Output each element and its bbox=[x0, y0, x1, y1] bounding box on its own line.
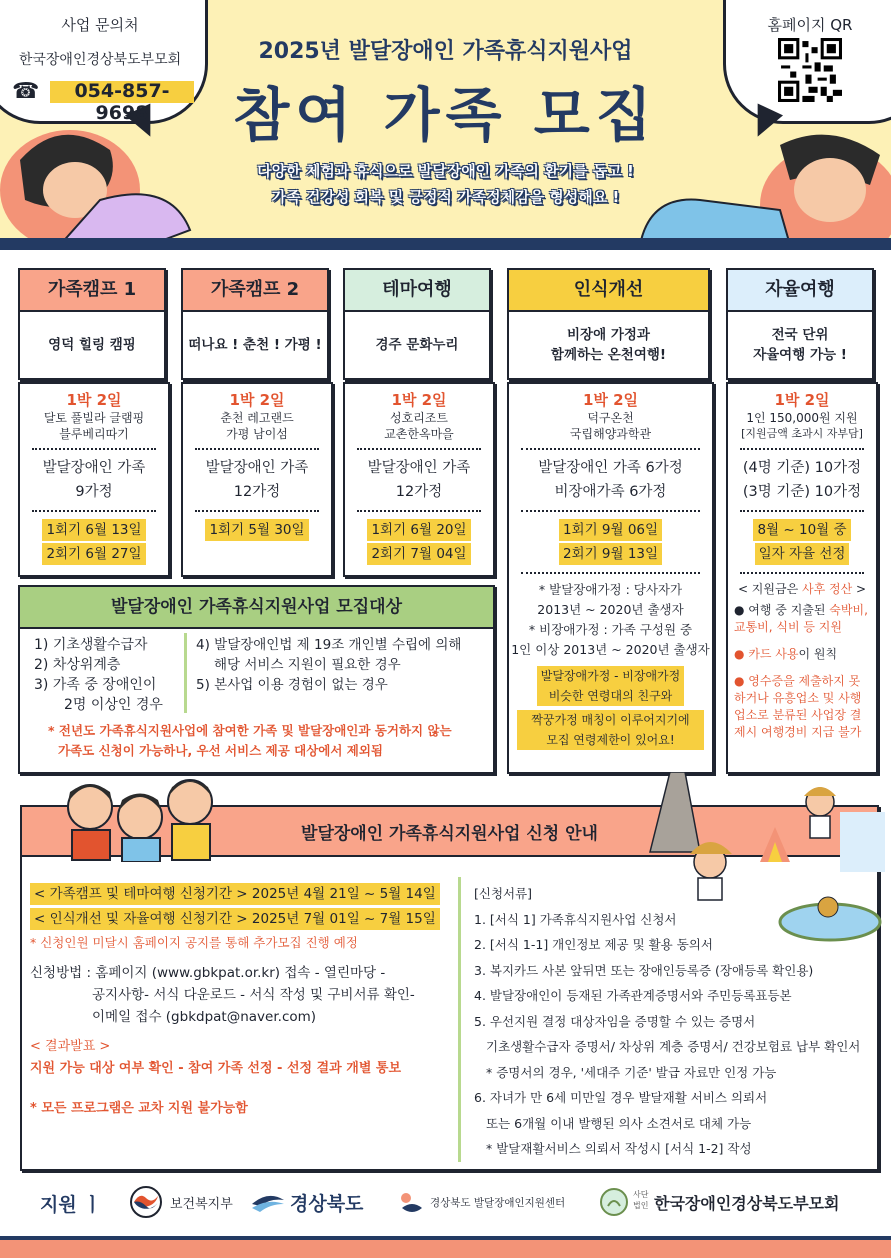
duration: 1박 2일 bbox=[582, 391, 639, 409]
phone-box bbox=[12, 79, 192, 124]
program-subtitle: 떠나요 ! 춘천 ! 가평 ! bbox=[181, 312, 329, 380]
date-2: 2회기 7월 04일 bbox=[367, 543, 470, 565]
target-item: 2명 이상인 경우 bbox=[64, 697, 163, 713]
doc-item: 5. 우선지원 결정 대상자임을 증명할 수 있는 증명서 bbox=[474, 1013, 756, 1029]
bullet-1: ● 여행 중 지출된 숙박비, 교통비, 식비 등 지원 bbox=[734, 603, 868, 634]
target-item: 4) 발달장애인법 제 19조 개인별 수립에 의해 bbox=[196, 637, 462, 653]
contact-title: 사업 문의처 bbox=[61, 16, 139, 34]
target-item: 해당 서비스 지원이 필요한 경우 bbox=[214, 657, 401, 673]
bullet-3: ● 영수증을 제출하지 못하거나 유흥업소 및 사행업소로 분류된 사업장 결제시 여행경비 지급 불가 bbox=[734, 674, 862, 739]
result-title: < 결과발표 > bbox=[30, 1039, 111, 1054]
place-2: 가평 남이섬 bbox=[226, 427, 288, 441]
target-divider bbox=[184, 633, 187, 713]
target-1: 발달장애인 가족 6가정 bbox=[538, 460, 683, 476]
place-1: 달토 풀빌라 글램핑 bbox=[43, 411, 145, 425]
center-logo-icon bbox=[398, 1188, 426, 1216]
matching-box-2-line-1: 짝꿍가정 매칭이 이루어지기에 bbox=[531, 713, 690, 727]
date-1: 1회기 6월 13일 bbox=[42, 519, 145, 541]
bullet-2-red: 카드 사용 bbox=[748, 647, 799, 661]
gyeongbuk-logo-icon bbox=[250, 1190, 286, 1214]
place-1: 덕구온천 bbox=[587, 411, 634, 425]
target-note bbox=[48, 721, 488, 761]
target-item: 2) 차상위계층 bbox=[34, 657, 121, 673]
bullet-1-pre: 여행 중 지출된 bbox=[748, 603, 830, 617]
kids-illustration bbox=[60, 772, 220, 862]
header-stripe bbox=[0, 238, 891, 250]
program-title: 가족캠프 1 bbox=[18, 268, 166, 312]
divider bbox=[357, 448, 481, 450]
divider bbox=[521, 572, 700, 574]
target-note-line-2: 가족도 신청이 가능하나, 우선 서비스 제공 대상에서 제외됨 bbox=[58, 743, 384, 758]
bullet-2-post: 이 원칙 bbox=[798, 647, 838, 661]
duration: 1박 2일 bbox=[229, 391, 285, 409]
date-2: 2회기 9월 13일 bbox=[559, 543, 662, 565]
divider bbox=[195, 448, 319, 450]
org-parents-tag-2: 법인 bbox=[633, 1201, 649, 1210]
date-1: 1회기 5월 30일 bbox=[205, 519, 308, 541]
matching-box-1-line-2: 비슷한 연령대의 친구와 bbox=[548, 689, 673, 703]
qr-title: 홈페이지 QR bbox=[767, 16, 853, 34]
place-1: 춘천 레고랜드 bbox=[220, 411, 294, 425]
apply-title: 발달장애인 가족휴식지원사업 신청 안내 bbox=[301, 824, 598, 844]
support-label: 지원 ㅣ bbox=[40, 1194, 102, 1216]
matching-box-1-line-1: 발달장애가정 - 비장애가정 bbox=[540, 669, 681, 683]
slogan-line-1: 다양한 체험과 휴식으로 발달장애인 가족의 환기를 돕고 ! bbox=[257, 162, 634, 180]
phone-number[interactable]: 054-857-9698 bbox=[74, 80, 170, 124]
divider bbox=[740, 510, 864, 512]
place-2: 블루베리따기 bbox=[59, 427, 129, 441]
settlement-post: > bbox=[852, 582, 867, 596]
date-1: 1회기 6월 20일 bbox=[367, 519, 470, 541]
org-center-name: 경상북도 발달장애인지원센터 bbox=[430, 1197, 566, 1209]
settlement-red: 사후 정산 bbox=[802, 582, 853, 596]
date-2: 일자 자율 선정 bbox=[755, 543, 850, 565]
period-note: * 신청인원 미달시 홈페이지 공지를 통해 추가모집 진행 예정 bbox=[30, 935, 358, 950]
period-1: < 가족캠프 및 테마여행 신청기간 > 2025년 4월 21일 ~ 5월 14일 bbox=[30, 883, 440, 905]
divider bbox=[195, 510, 319, 512]
org-parents-tag bbox=[633, 1189, 648, 1211]
program-camp2 bbox=[181, 268, 329, 380]
sub-title: 2025년 발달장애인 가족휴식지원사업 bbox=[258, 39, 633, 64]
docs-title: [신청서류] bbox=[474, 886, 533, 901]
age-note-1: * 발달장애가정 : 당사자가 bbox=[538, 582, 683, 597]
doc-item: 1. [서식 1] 가족휴식지원사업 신청서 bbox=[474, 911, 677, 927]
target-item: 1) 기초생활수급자 bbox=[34, 637, 148, 653]
date-1: 8월 ~ 10월 중 bbox=[753, 519, 850, 541]
settlement-note bbox=[728, 580, 876, 598]
parents-logo-icon bbox=[600, 1188, 628, 1216]
result-text: 지원 가능 대상 여부 확인 - 참여 가족 선정 - 선정 결과 개별 통보 bbox=[30, 1061, 402, 1076]
org-mohw-name: 보건복지부 bbox=[170, 1197, 233, 1212]
place-2: 교촌한옥마을 bbox=[384, 427, 454, 441]
divider bbox=[32, 448, 156, 450]
program-free-travel bbox=[726, 268, 874, 380]
age-note-4: 1인 이상 2013년 ~ 2020년 출생자 bbox=[511, 642, 710, 657]
method-line-1: 신청방법 : 홈페이지 (www.gbkpat.or.kr) 접속 - 열린마당 - bbox=[30, 965, 386, 981]
target-2: 9가정 bbox=[75, 484, 113, 500]
program-camp2-detail bbox=[181, 382, 333, 577]
matching-box-2 bbox=[517, 710, 704, 750]
date-2: 2회기 6월 27일 bbox=[42, 543, 145, 565]
bullet-2: ● 카드 사용이 원칙 bbox=[734, 647, 838, 661]
target-1: 발달장애인 가족 bbox=[367, 460, 471, 476]
place-2: 국립해양과학관 bbox=[569, 427, 652, 441]
doc-item: * 발달재활서비스 의뢰서 작성시 [서식 1-2] 작성 bbox=[486, 1141, 752, 1156]
doc-item: 2. [서식 1-1] 개인정보 제공 및 활용 동의서 bbox=[474, 937, 713, 952]
divider bbox=[740, 448, 864, 450]
target-2: (3명 기준) 10가정 bbox=[742, 484, 862, 500]
apply-left bbox=[30, 883, 450, 1120]
org-parents-name: 한국장애인경상북도부모회 bbox=[654, 1194, 840, 1213]
method-line-3: 이메일 접수 (gbkdpat@naver.com) bbox=[92, 1009, 317, 1025]
program-subtitle-line-1: 비장애 가정과 bbox=[567, 327, 650, 343]
program-awareness bbox=[507, 268, 710, 380]
duration: 1박 2일 bbox=[391, 391, 447, 409]
duration: 1박 2일 bbox=[66, 391, 122, 409]
target-note-line-1: * 전년도 가족휴식지원사업에 참여한 가족 및 발달장애인과 동거하지 않는 bbox=[48, 723, 452, 738]
page-title: 참여 가족 모집 bbox=[233, 81, 658, 149]
program-subtitle-line-2: 함께하는 온천여행! bbox=[550, 347, 667, 363]
doc-item: 3. 복지카드 사본 앞뒤면 또는 장애인등록증 (장애등록 확인용) bbox=[474, 962, 814, 978]
doc-item: * 증명서의 경우, '세대주 기준' 발급 자료만 인정 가능 bbox=[486, 1064, 777, 1080]
program-camp1 bbox=[18, 268, 166, 380]
date-1: 1회기 9월 06일 bbox=[559, 519, 662, 541]
doc-item: 6. 자녀가 만 6세 미만일 경우 발달재활 서비스 의뢰서 bbox=[474, 1090, 768, 1105]
target-1: 발달장애인 가족 bbox=[42, 460, 146, 476]
cross-note: * 모든 프로그램은 교차 지원 불가능함 bbox=[30, 1101, 248, 1116]
place-1: 1인 150,000원 지원 bbox=[746, 411, 858, 425]
org-gyeongbuk-name: 경상북도 bbox=[290, 1193, 364, 1215]
matching-box-1 bbox=[537, 666, 684, 706]
method-line-2: 공지사항- 서식 다운로드 - 서식 작성 및 구비서류 확인- bbox=[92, 987, 415, 1003]
divider bbox=[32, 510, 156, 512]
program-subtitle: 경주 문화누리 bbox=[343, 312, 491, 380]
target-1: (4명 기준) 10가정 bbox=[742, 460, 862, 476]
bullet-3-text: 영수증을 제출하지 못하거나 유흥업소 및 사행업소로 분류된 사업장 결제시 여행경비 지급 불가 bbox=[734, 674, 862, 739]
target-2: 비장애가족 6가정 bbox=[554, 484, 667, 500]
program-theme bbox=[343, 268, 491, 380]
program-camp1-detail bbox=[18, 382, 170, 577]
phone-icon: ☎ bbox=[12, 79, 40, 104]
org-center bbox=[398, 1186, 593, 1218]
program-title: 자율여행 bbox=[726, 268, 874, 312]
apply-divider bbox=[458, 877, 461, 1162]
doc-item: 또는 6개월 이내 발행된 의사 소견서로 대체 가능 bbox=[486, 1115, 752, 1131]
contact-org: 한국장애인경상북도부모회 bbox=[18, 52, 182, 68]
program-subtitle-line-1: 전국 단위 bbox=[771, 327, 829, 343]
bullet-1-red: 숙박비, 교통비, 식비 등 지원 bbox=[734, 603, 868, 634]
program-title: 가족캠프 2 bbox=[181, 268, 329, 312]
program-free-travel-detail bbox=[726, 382, 878, 774]
settlement-pre: < 지원금은 bbox=[737, 582, 802, 596]
divider bbox=[740, 572, 864, 574]
program-subtitle-line-2: 자율여행 가능 ! bbox=[753, 347, 847, 363]
qr-code-icon[interactable] bbox=[778, 38, 842, 102]
target-box bbox=[18, 585, 495, 774]
duration: 1박 2일 bbox=[774, 391, 830, 409]
doc-item: 기초생활수급자 증명서/ 차상위 계층 증명서/ 건강보험료 납부 확인서 bbox=[486, 1039, 861, 1054]
footer-band bbox=[0, 1240, 891, 1258]
org-parents-tag-1: 사단 bbox=[633, 1190, 649, 1199]
mohw-logo-icon bbox=[130, 1186, 162, 1218]
target-title: 발달장애인 가족휴식지원사업 모집대상 bbox=[20, 587, 493, 629]
doc-item: 4. 발달장애인이 등재된 가족관계증명서와 주민등록표등본 bbox=[474, 988, 792, 1003]
divider bbox=[357, 510, 481, 512]
org-gyeongbuk bbox=[250, 1186, 390, 1218]
divider bbox=[521, 448, 700, 450]
header-banner bbox=[0, 0, 891, 245]
program-title: 인식개선 bbox=[507, 268, 710, 312]
target-right-list bbox=[196, 635, 491, 695]
place-2: [지원금액 초과시 자부담] bbox=[741, 427, 863, 440]
program-subtitle: 영덕 힐링 캠핑 bbox=[18, 312, 166, 380]
program-awareness-detail bbox=[507, 382, 714, 774]
target-item: 5) 본사업 이용 경험이 없는 경우 bbox=[196, 677, 388, 693]
place-1: 성호리조트 bbox=[390, 411, 448, 425]
target-left-list bbox=[34, 635, 184, 715]
target-item: 3) 가족 중 장애인이 bbox=[34, 677, 157, 693]
camping-illustration bbox=[640, 772, 885, 942]
program-subtitle bbox=[507, 312, 710, 380]
slogan-line-2: 가족 건강성 회복 및 긍정적 가족정체감을 형성해요 ! bbox=[271, 188, 620, 206]
target-1: 발달장애인 가족 bbox=[205, 460, 309, 476]
org-parents bbox=[600, 1186, 860, 1218]
age-note-3: * 비장애가정 : 가족 구성원 중 bbox=[528, 622, 693, 637]
target-2: 12가정 bbox=[395, 484, 443, 500]
target-2: 12가정 bbox=[233, 484, 281, 500]
period-2: < 인식개선 및 자율여행 신청기간 > 2025년 7월 01일 ~ 7월 15일 bbox=[30, 908, 440, 930]
program-theme-detail bbox=[343, 382, 495, 577]
program-subtitle bbox=[726, 312, 874, 380]
matching-box-2-line-2: 모집 연령제한이 있어요! bbox=[546, 733, 675, 747]
divider bbox=[521, 510, 700, 512]
age-note-2: 2013년 ~ 2020년 출생자 bbox=[537, 602, 684, 617]
program-title: 테마여행 bbox=[343, 268, 491, 312]
